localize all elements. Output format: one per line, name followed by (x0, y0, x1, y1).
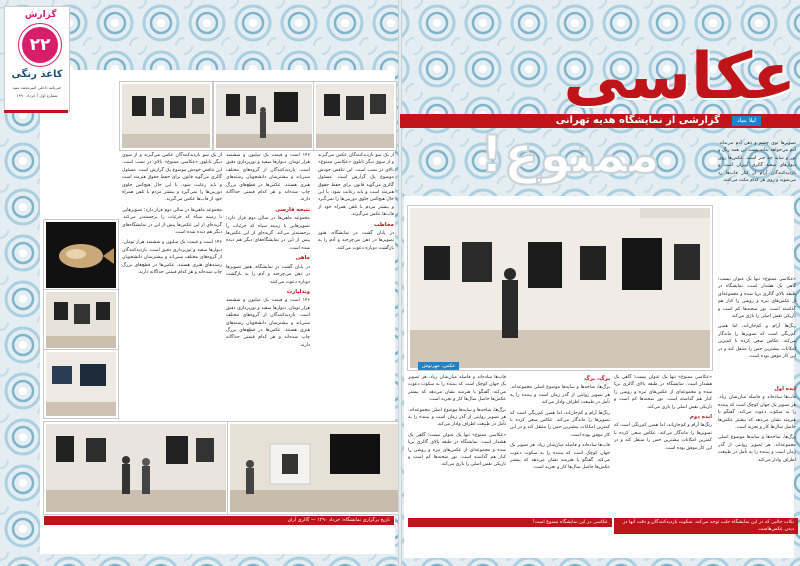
left-page-column-c (122, 152, 222, 414)
right-column-2 (718, 384, 796, 512)
magazine-date: شماره اول / خرداد ۱۳۹۰ (16, 93, 58, 98)
right-col-2-text: قاب‌ها ساده‌اند و فاصله میان‌شان زیاد. هر تصویر یک جهان کوچک است که بیننده را به سکوت دعوت می‌کند. گفتگو با هنرمند نشان می‌دهد که بیشتر عکس‌ها حاصل سال‌ها کار و تجربه است. (718, 395, 796, 431)
right-far-left-text-2: برگ‌ها، شاخه‌ها و سایه‌ها موضوع اصلی مجموعه‌اند. هر تصویر روایتی از گذر زمان است و بیننده را به تأمل در طبیعت اطراف وادار می‌کند. (408, 407, 506, 428)
right-mid-text-2: رنگ‌ها آرام و کم‌جان‌اند، اما همین کم‌رنگی است که تصویرها را ماندگار می‌کند. عکاس سعی کرده با کمترین امکانات بیشترین حس را منتقل کند و در این کار موفق بوده است. (614, 423, 712, 451)
right-page (400, 0, 800, 566)
issue-number: ۲۲ (29, 35, 51, 55)
right-left-text: برگ‌ها، شاخه‌ها و سایه‌ها موضوع اصلی مجموعه‌اند. هر تصویر روایتی از گذر زمان است و بیننده را به تأمل در طبیعت اطراف وادار می‌کند. (510, 385, 610, 406)
left-page-column-b (318, 152, 394, 414)
gallery-photo-bottom-left (44, 422, 228, 514)
gallery-main-photo (408, 206, 712, 370)
right-far-left-column (408, 374, 506, 514)
gallery-photo-fish (44, 220, 118, 290)
left-col-a-text-repeat: ۱۴۶ است و قیمت یک میلیون و ششصد هزار تومان. دیوارها سفید و نورپردازی دقیق است. بازدیدکنندگان از گروه‌های مختلف سنی‌اند و بیشترشان دانشجویان رشته‌های هنری هستند. عکس‌ها در قطع‌های بزرگ چاپ شده‌اند و هر کدام قیمتی جداگانه دارند. (226, 298, 310, 348)
photo-credit: عکس: مهرنوش (418, 362, 459, 370)
right-mid-subheading: ایده دوم (689, 414, 712, 421)
right-intro-column (718, 140, 796, 272)
right-col-1-text: «عکاسی ممنوع» تنها یک عنوان نیست؛ گاهی یک هشدار است. نمایشگاه در طبقه بالای گالری برپا شده و مجموعه‌ای از عکس‌های تیره و روشن را کنار هم گذاشته است. نور صحنه‌ها کم است و تاریکی نقش اصلی را بازی می‌کند. (718, 277, 796, 320)
left-col-b-text: از یک سو بازدیدکنندگان عکس می‌گیرند و از سوی دیگر تابلوی «عکاسی ممنوع» بالای در نصب است. این تناقض خودش موضوع یک گزارش است. مسئول گالری می‌گوید قانون برای حفظ حقوق هنرمند است و باید رعایت شود. با این حال هیچ‌کس جلوی دوربین‌ها را نمی‌گیرد و بیشتر مردم با تلفن همراه خود از قاب‌ها عکس می‌گیرند. (318, 153, 394, 218)
left-col-b-subheading: مخاطب (373, 221, 394, 228)
left-page-column-a (226, 152, 310, 414)
magazine-tagline: خبرنامه داخلی امیرمحمد سید (12, 85, 62, 90)
masthead-box (4, 6, 70, 112)
gallery-photo-top-middle (214, 82, 314, 150)
right-col-2-text-2: برگ‌ها، شاخه‌ها و سایه‌ها موضوع اصلی مجموعه‌اند. هر تصویر روایتی از گذر زمان است و بیننده را به تأمل در طبیعت اطراف وادار می‌کند. (718, 435, 796, 463)
right-col-2-subheading: ایده اول (774, 386, 796, 392)
right-column-1 (718, 276, 796, 380)
right-left-text-3: قاب‌ها ساده‌اند و فاصله میان‌شان زیاد. هر تصویر یک جهان کوچک است که بیننده را به سکوت دعوت می‌کند. گفتگو با هنرمند نشان می‌دهد که بیشتر عکس‌ها حاصل سال‌ها کار و تجربه است. (510, 443, 610, 471)
right-mid-text: «عکاسی ممنوع» تنها یک عنوان نیست؛ گاهی یک هشدار است. نمایشگاه در طبقه بالای گالری برپا شده و مجموعه‌ای از عکس‌های تیره و روشن را کنار هم گذاشته است. نور صحنه‌ها کم است و تاریکی نقش اصلی را بازی می‌کند. (614, 375, 712, 410)
left-col-c-text-3: ۱۴۶ است و قیمت یک میلیون و ششصد هزار تومان. دیوارها سفید و نورپردازی دقیق است. بازدیدکنندگان از گروه‌های مختلف سنی‌اند و بیشترشان دانشجویان رشته‌های هنری هستند. عکس‌ها در قطع‌های بزرگ چاپ شده‌اند و هر کدام قیمتی جداگانه دارند. (122, 240, 222, 276)
intro-text: تصویرها توی چشم و ذهن آدم می‌ماند. آدم می‌خواهد بداند پشت این همه رنگ و نور و سایه چه خبر است. عکس‌ها روی دیوارهای سفید گالری آویزان است و بازدیدکنندگان آرام از کنار قاب‌ها رد می‌شوند و روی هر کدام مکث می‌کنند. (718, 141, 796, 184)
left-col-b-text-2: در پایان گشت در نمایشگاه، هنوز تصویرها در ذهن می‌چرخند و آدم را به بازگشت دوباره دعوت می‌کنند. (318, 231, 394, 251)
issue-badge (19, 24, 61, 66)
masthead-red-rule (4, 110, 68, 113)
left-col-a3-text: در پایان گشت در نمایشگاه، هنوز تصویرها در ذهن می‌چرخند و آدم را به بازگشت دوباره دعوت می‌کنند. (226, 264, 310, 285)
gallery-photo-top-left (120, 82, 212, 150)
right-middle-column (614, 374, 712, 514)
gallery-photo-wall-1 (44, 290, 118, 350)
magazine-title: کاغذ رنگی (11, 69, 63, 80)
left-col-a-subheading: نتیجه فارسی (275, 206, 310, 213)
left-page-bottom-caption: تاریخ برگزاری نمایشگاه: خرداد ۱۳۹۰ — گالری آران (44, 516, 394, 525)
left-col-c-text: از یک سو بازدیدکنندگان عکس می‌گیرند و از سوی دیگر تابلوی «عکاسی ممنوع» بالای در نصب است. این تناقض خودش موضوع یک گزارش است. مسئول گالری می‌گوید قانون برای حفظ حقوق هنرمند است و باید رعایت شود. با این حال هیچ‌کس جلوی دوربین‌ها را نمی‌گیرد و بیشتر مردم با تلفن همراه خود از قاب‌ها عکس می‌گیرند. (122, 153, 222, 203)
right-left-text-2: رنگ‌ها آرام و کم‌جان‌اند، اما همین کم‌رنگی است که تصویرها را ماندگار می‌کند. عکاس سعی کرده با کمترین امکانات بیشترین حس را منتقل کند و در این کار موفق بوده است. (510, 410, 610, 438)
gallery-photo-wall-2 (44, 350, 118, 418)
headline-subtitle: گزارشی از نمایشگاه هدیه تهرانی (555, 115, 720, 126)
left-col-a-text: ۱۴۶ است و قیمت یک میلیون و ششصد هزار تومان. دیوارها سفید و نورپردازی دقیق است. بازدیدکنندگان از گروه‌های مختلف سنی‌اند و بیشترشان دانشجویان رشته‌های هنری هستند. عکس‌ها در قطع‌های بزرگ چاپ شده‌اند و هر کدام قیمتی جداگانه دارند. (226, 153, 310, 203)
right-left-subheading: برگ، برگ (584, 376, 610, 382)
author-badge: لیلا بنیاد (732, 116, 761, 126)
headline-overline: ممنوع! (479, 125, 661, 185)
right-col-1-text-2: رنگ‌ها آرام و کم‌جان‌اند، اما همین کم‌رنگی است که تصویرها را ماندگار می‌کند. عکاس سعی کرده با کمترین امکانات بیشترین حس را منتقل کند و در این کار موفق بوده است. (718, 324, 796, 360)
right-far-left-text: قاب‌ها ساده‌اند و فاصله میان‌شان زیاد. هر تصویر یک جهان کوچک است که بیننده را به سکوت دعوت می‌کند. گفتگو با هنرمند نشان می‌دهد که بیشتر عکس‌ها حاصل سال‌ها کار و تجربه است. (408, 375, 506, 403)
gallery-photo-top-right (314, 82, 396, 150)
left-col-c-text-2: مجموعه ماهی‌ها در سالن دوم قرار دارد؛ تصویرهایی با زمینه سیاه که جزئیات را برجسته‌تر می‌کند. گزیده‌ای از این عکس‌ها پیش از این در نمایشگاه‌های دیگر هم دیده شده است. (122, 207, 222, 236)
gallery-photo-bottom-right (228, 422, 400, 514)
left-col-a2-text: مجموعه ماهی‌ها در سالن دوم قرار دارد؛ تصویرهایی با زمینه سیاه که جزئیات را برجسته‌تر می‌کند. گزیده‌ای از این عکس‌ها پیش از این در نمایشگاه‌های دیگر هم دیده شده است. (226, 216, 310, 251)
right-bottom-caption: نکات جالبی که در این نمایشگاه جلب توجه می‌کند، سکوت بازدیدکنندگان و دقت آنها در دیدن عکس‌هاست. (614, 518, 798, 534)
right-far-left-text-3: «عکاسی ممنوع» تنها یک عنوان نیست؛ گاهی یک هشدار است. نمایشگاه در طبقه بالای گالری برپا شده و مجموعه‌ای از عکس‌های تیره و روشن را کنار هم گذاشته است. نور صحنه‌ها کم است و تاریکی نقش اصلی را بازی می‌کند. (408, 432, 506, 468)
left-col-a2-subheading: ماهی (295, 255, 310, 262)
headline-title: عکاسی (563, 40, 796, 114)
right-bottom-caption-2: عکاسی در این نمایشگاه ممنوع است! (408, 518, 612, 527)
section-label: گزارش (25, 10, 57, 20)
right-left-column (510, 374, 610, 514)
left-col-a3-subheading: وندلیارت (286, 288, 310, 295)
